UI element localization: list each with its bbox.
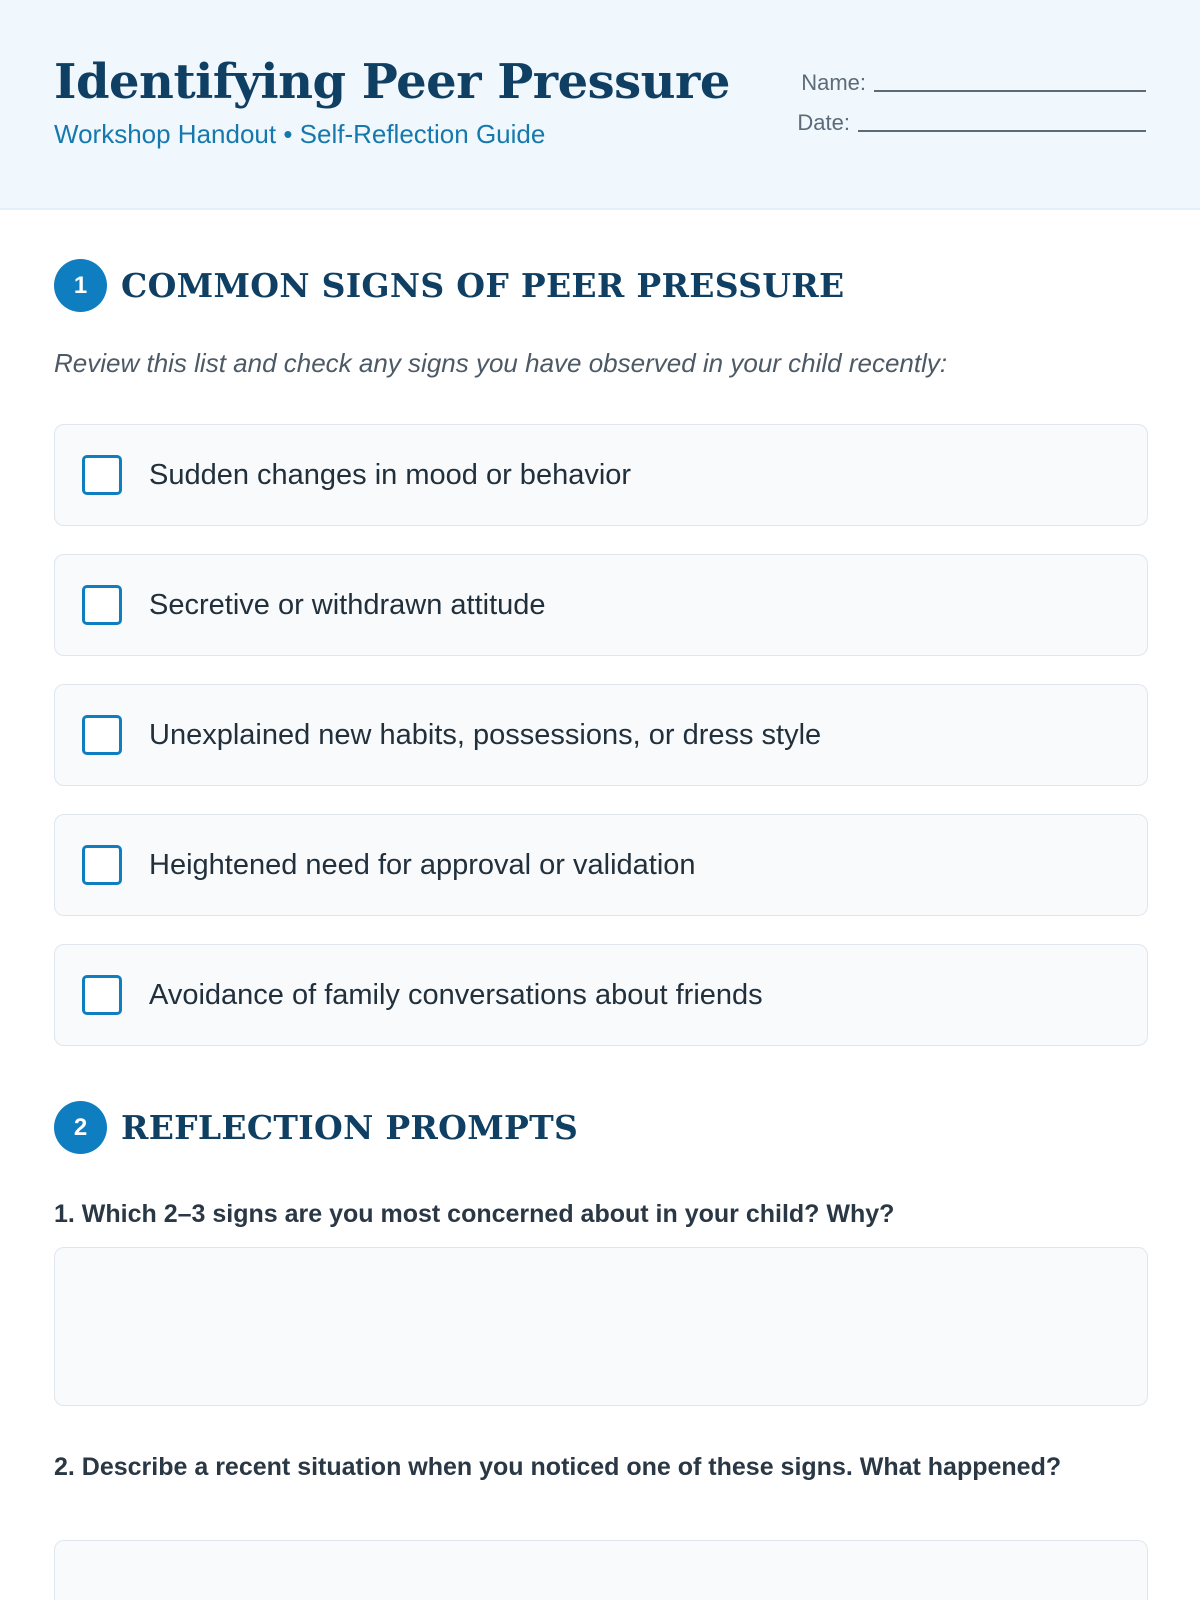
section-heading-prompts [54, 1101, 578, 1154]
answer-box-1[interactable] [54, 1247, 1148, 1406]
checklist-item[interactable] [54, 424, 1148, 526]
checklist-item[interactable] [54, 684, 1148, 786]
checklist-item-label: Unexplained new habits, possessions, or dress style [149, 718, 822, 751]
checklist-item[interactable] [54, 944, 1148, 1046]
checkbox[interactable] [82, 975, 122, 1015]
date-field[interactable] [797, 110, 1146, 136]
checkbox[interactable] [82, 585, 122, 625]
checklist-instruction: Review this list and check any signs you have observed in your child recently: [54, 348, 948, 378]
date-label: Date: [797, 110, 850, 135]
section-number-badge: 2 [54, 1101, 107, 1154]
answer-box-2[interactable] [54, 1540, 1148, 1600]
reflection-prompt-1: 1. Which 2–3 signs are you most concerned about in your child? Why? [54, 1200, 895, 1228]
checkbox[interactable] [82, 715, 122, 755]
page-subtitle: Workshop Handout • Self-Reflection Guide [54, 119, 546, 149]
checkbox[interactable] [82, 845, 122, 885]
section-heading-signs [54, 259, 845, 312]
checklist-item-label: Avoidance of family conversations about friends [149, 978, 763, 1011]
section-number-badge: 1 [54, 259, 107, 312]
signs-checklist [54, 424, 1148, 1074]
date-input-line[interactable] [858, 130, 1146, 132]
section-title: REFLECTION PROMPTS [121, 1108, 579, 1147]
checklist-item[interactable] [54, 554, 1148, 656]
checkbox[interactable] [82, 455, 122, 495]
header [0, 0, 1200, 210]
name-input-line[interactable] [874, 90, 1146, 92]
checklist-item-label: Secretive or withdrawn attitude [149, 588, 546, 621]
section-title: COMMON SIGNS OF PEER PRESSURE [121, 266, 845, 305]
page-title: Identifying Peer Pressure [54, 54, 730, 110]
reflection-prompt-2: 2. Describe a recent situation when you noticed one of these signs. What happened? [54, 1453, 1062, 1481]
checklist-item-label: Heightened need for approval or validation [149, 848, 696, 881]
name-field[interactable] [801, 70, 1146, 96]
name-label: Name: [801, 70, 866, 95]
checklist-item-label: Sudden changes in mood or behavior [149, 458, 632, 491]
checklist-item[interactable] [54, 814, 1148, 916]
